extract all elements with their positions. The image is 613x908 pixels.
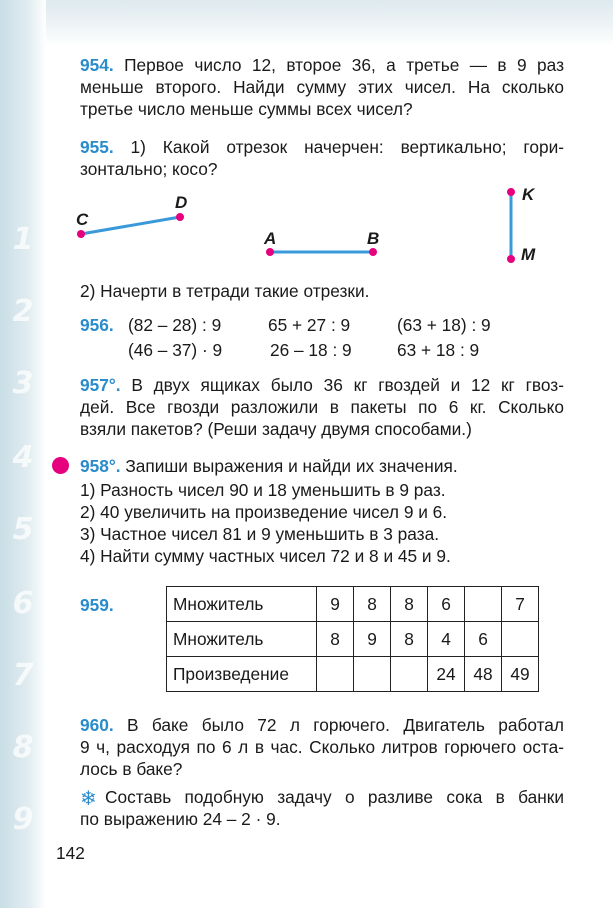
side-number: 4 xyxy=(12,440,34,475)
task-960-line-2: 9 ч, расходуя по 6 л в час. Сколько литров горючего оста- xyxy=(80,737,564,757)
point-c xyxy=(77,230,85,238)
task-955-text-1: 1) Какой отрезок начерчен: вертикально; гори- xyxy=(130,137,564,157)
expression: (82 – 28) : 9 xyxy=(128,315,222,335)
task-957-line-2: дей. Все гвозди разложили в пакеты по 6 кг. Сколько xyxy=(80,397,564,417)
expression: 26 – 18 : 9 xyxy=(270,340,352,360)
table-row-label: Множитель xyxy=(167,587,317,622)
label-a: A xyxy=(264,229,277,248)
point-a xyxy=(266,248,274,256)
table-cell xyxy=(465,587,502,622)
task-954-number: 954. xyxy=(80,55,114,75)
point-d xyxy=(176,213,184,221)
side-number: 7 xyxy=(12,658,34,693)
table-row xyxy=(167,657,539,692)
expression: 63 + 18 : 9 xyxy=(397,340,480,360)
task-957-text-1: В двух ящиках было 36 кг гвоздей и 12 кг гвоз- xyxy=(131,375,564,395)
table-cell xyxy=(391,657,428,692)
task-960-line-1 xyxy=(80,714,564,736)
table-cell: 8 xyxy=(391,587,428,622)
table-row-label: Множитель xyxy=(167,622,317,657)
label-k: K xyxy=(522,185,535,204)
table-cell: 8 xyxy=(354,587,391,622)
pink-bullet-icon xyxy=(52,457,69,474)
table-cell: 8 xyxy=(317,622,354,657)
table-cell: 24 xyxy=(428,657,465,692)
side-number: 5 xyxy=(12,512,34,547)
task-957-number: 957°. xyxy=(80,375,121,395)
task-954-line-2: меньше второго. Найди сумму этих чисел. На сколько xyxy=(80,77,564,97)
task-959-number xyxy=(80,594,114,616)
table-row-label: Произведение xyxy=(167,657,317,692)
point-b xyxy=(369,248,377,256)
expression: 65 + 27 : 9 xyxy=(268,315,351,335)
table-cell xyxy=(502,622,539,657)
table-cell: 9 xyxy=(317,587,354,622)
table-row xyxy=(167,622,539,657)
table-cell: 6 xyxy=(465,622,502,657)
task-955-number: 955. xyxy=(80,137,114,157)
task-959-number-text: 959. xyxy=(80,595,114,615)
task-958-intro: Запиши выражения и найди их значения. xyxy=(125,456,458,476)
task-958-item: 3) Частное чисел 81 и 9 уменьшить в 3 раза. xyxy=(80,524,440,544)
side-number: 9 xyxy=(12,802,34,837)
page-number: 142 xyxy=(56,843,85,863)
task-957-line-1 xyxy=(80,374,564,396)
table-cell: 7 xyxy=(502,587,539,622)
label-m: M xyxy=(521,245,536,264)
task-954-line-3: третье число меньше суммы всех чисел? xyxy=(80,99,413,119)
side-number: 6 xyxy=(12,586,34,621)
label-c: C xyxy=(76,210,89,229)
table-cell: 48 xyxy=(465,657,502,692)
task-956-number xyxy=(80,314,114,336)
multiplication-table xyxy=(166,586,539,692)
segment-cd xyxy=(81,217,180,234)
task-960-number: 960. xyxy=(80,715,114,735)
table-cell: 6 xyxy=(428,587,465,622)
side-number: 2 xyxy=(12,294,34,329)
expression: (46 – 37) · 9 xyxy=(128,340,223,360)
expression: (63 + 18) : 9 xyxy=(397,315,491,335)
side-number: 1 xyxy=(12,222,34,257)
label-d: D xyxy=(175,193,188,212)
snowflake-icon: ❄ xyxy=(80,786,97,810)
task-958-item: 1) Разность чисел 90 и 18 уменьшить в 9 раз. xyxy=(80,480,446,500)
point-m xyxy=(507,255,515,263)
task-960-text-1: В баке было 72 л горючего. Двигатель работал xyxy=(127,715,564,735)
task-955-line-2: зонтально; косо? xyxy=(80,159,218,179)
task-958-number: 958°. xyxy=(80,456,121,476)
point-k xyxy=(507,188,515,196)
label-b: B xyxy=(367,229,380,248)
side-number: 3 xyxy=(12,366,34,401)
table-cell xyxy=(354,657,391,692)
table-cell: 8 xyxy=(391,622,428,657)
task-958-line-1 xyxy=(80,455,458,477)
task-960-line-3: лось в баке? xyxy=(80,759,183,779)
task-955-line-3: 2) Начерти в тетради такие отрезки. xyxy=(80,281,370,301)
task-958-item: 4) Найти сумму частных чисел 72 и 8 и 45 и 9. xyxy=(80,546,451,566)
table-cell: 49 xyxy=(502,657,539,692)
task-958-item: 2) 40 увеличить на произведение чисел 9 и 6. xyxy=(80,502,448,522)
task-954-text-1: Первое число 12, второе 36, а третье — в 9 раз xyxy=(124,55,564,75)
table-cell: 9 xyxy=(354,622,391,657)
table-cell xyxy=(317,657,354,692)
side-number: 8 xyxy=(12,730,34,765)
task-956-number-text: 956. xyxy=(80,315,114,335)
task-960-extra-line-2: по выражению 24 – 2 · 9. xyxy=(80,809,281,829)
task-960-extra-line-1: Составь подобную задачу о разливе сока в банки xyxy=(105,787,564,807)
table-row xyxy=(167,587,539,622)
task-957-line-3: взяли пакетов? (Реши задачу двумя способами.) xyxy=(80,419,472,439)
table-cell: 4 xyxy=(428,622,465,657)
